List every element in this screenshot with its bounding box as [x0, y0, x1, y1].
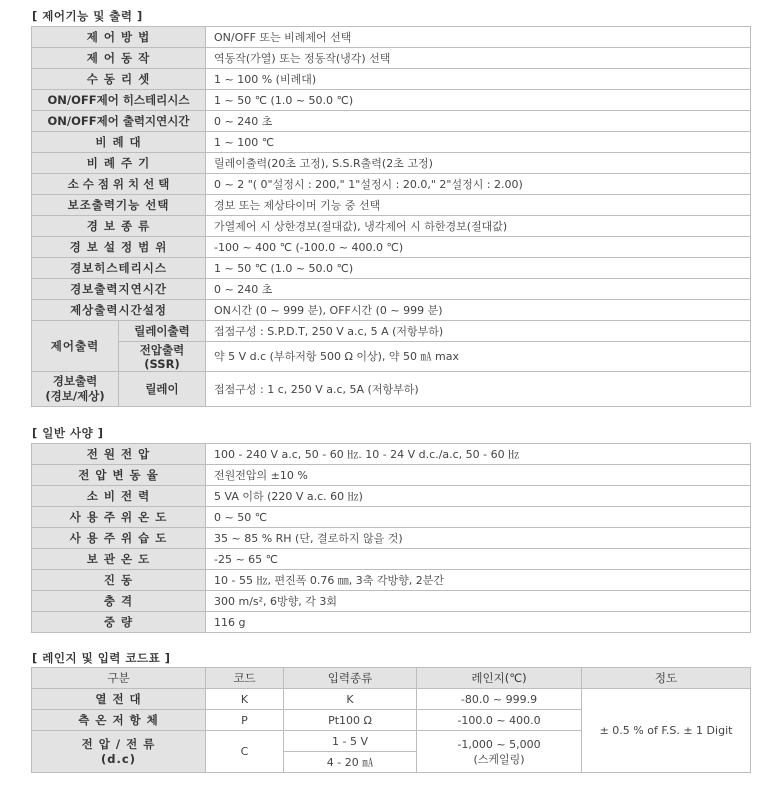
general-row: [32, 591, 751, 612]
rtd-label: 측 온 저 항 체: [32, 710, 206, 731]
rtd-range: -100.0 ~ 400.0: [417, 710, 582, 731]
voltage-code: C: [206, 731, 284, 773]
control-row-value: 0 ~ 240 초: [206, 111, 751, 132]
range-header-category: 구분: [32, 668, 206, 689]
control-row-label: 경 보 설 정 범 위: [32, 237, 206, 258]
alarm-output-label-line1: 경보출력: [52, 374, 98, 388]
general-row-label: 전 압 변 동 율: [32, 465, 206, 486]
section-title-range: [ 레인지 및 입력 코드표 ]: [32, 651, 171, 665]
control-row-label: 경보히스테리시스: [32, 258, 206, 279]
control-row-value: 1 ~ 50 ℃ (1.0 ~ 50.0 ℃): [206, 258, 751, 279]
general-row-value: 전원전압의 ±10 %: [206, 465, 751, 486]
control-row-value: 0 ~ 2 "( 0"설정시 : 200," 1"설정시 : 20.0," 2"설정시 : 2.00): [206, 174, 751, 195]
control-row: [32, 258, 751, 279]
general-row-value: 300 m/s², 6방향, 각 3회: [206, 591, 751, 612]
control-row: [32, 69, 751, 90]
relay-output-value: 접점구성 : S.P.D.T, 250 V a.c, 5 A (저항부하): [206, 321, 751, 342]
control-row: [32, 27, 751, 48]
alarm-output-label: [32, 372, 119, 407]
control-row-label: 제 어 방 법: [32, 27, 206, 48]
control-row-value: 1 ~ 100 ℃: [206, 132, 751, 153]
control-row-value: -100 ~ 400 ℃ (-100.0 ~ 400.0 ℃): [206, 237, 751, 258]
current-type: 4 - 20 ㎃: [284, 752, 417, 773]
voltage-current-label: [32, 731, 206, 773]
control-row: [32, 153, 751, 174]
general-row-value: -25 ~ 65 ℃: [206, 549, 751, 570]
alarm-relay-label: 릴레이: [119, 372, 206, 407]
output-spec-table: [31, 320, 751, 407]
general-row: [32, 444, 751, 465]
general-row-value: 116 g: [206, 612, 751, 633]
control-row-label: 경보출력지연시간: [32, 279, 206, 300]
voltage-range: [417, 731, 582, 773]
alarm-output-label-line2: (경보/제상): [45, 389, 105, 403]
alarm-relay-value: 접점구성 : 1 c, 250 V a.c, 5A (저항부하): [206, 372, 751, 407]
control-row: [32, 300, 751, 321]
general-row: [32, 486, 751, 507]
general-row: [32, 549, 751, 570]
control-row-value: 1 ~ 50 ℃ (1.0 ~ 50.0 ℃): [206, 90, 751, 111]
thermocouple-type: K: [284, 689, 417, 710]
general-row: [32, 570, 751, 591]
voltage-current-label-line2: (d.c): [101, 751, 136, 766]
general-spec-table: [31, 443, 751, 633]
general-row-label: 사 용 주 위 온 도: [32, 507, 206, 528]
control-row-label: 비 례 주 기: [32, 153, 206, 174]
control-row-label: 제상출력시간설정: [32, 300, 206, 321]
control-row-label: 경 보 종 류: [32, 216, 206, 237]
general-row-value: 35 ~ 85 % RH (단, 결로하지 않을 것): [206, 528, 751, 549]
control-row-label: 보조출력기능 선택: [32, 195, 206, 216]
ssr-output-label-line2: (SSR): [144, 356, 180, 371]
control-row: [32, 237, 751, 258]
control-row: [32, 90, 751, 111]
thermocouple-code: K: [206, 689, 284, 710]
general-row: [32, 507, 751, 528]
general-row-label: 중 량: [32, 612, 206, 633]
voltage-range-line1: -1,000 ~ 5,000: [457, 737, 541, 751]
control-row: [32, 174, 751, 195]
control-row-value: 릴레이출력(20초 고정), S.S.R출력(2초 고정): [206, 153, 751, 174]
control-row: [32, 48, 751, 69]
general-row-label: 충 격: [32, 591, 206, 612]
general-row: [32, 612, 751, 633]
general-row-value: 10 - 55 ㎐, 편진폭 0.76 ㎜, 3축 각방향, 2분간: [206, 570, 751, 591]
rtd-code: P: [206, 710, 284, 731]
thermocouple-label: 열 전 대: [32, 689, 206, 710]
general-row-value: 100 - 240 V a.c, 50 - 60 ㎐. 10 - 24 V d.c./a.c, 50 - 60 ㎐: [206, 444, 751, 465]
ssr-output-value: 약 5 V d.c (부하저항 500 Ω 이상), 약 50 ㎃ max: [206, 342, 751, 372]
accuracy-value: ± 0.5 % of F.S. ± 1 Digit: [582, 689, 751, 773]
control-row-value: 0 ~ 240 초: [206, 279, 751, 300]
ssr-output-label-line1: 전압출력: [139, 342, 185, 357]
section-title-general: [ 일반 사양 ]: [32, 426, 104, 440]
voltage-range-line2: (스케일링): [473, 752, 525, 766]
general-row: [32, 528, 751, 549]
control-row: [32, 195, 751, 216]
voltage-type: 1 - 5 V: [284, 731, 417, 752]
control-row-value: 역동작(가열) 또는 정동작(냉각) 선택: [206, 48, 751, 69]
general-row-label: 전 원 전 압: [32, 444, 206, 465]
control-row-label: 소 수 점 위 치 선 택: [32, 174, 206, 195]
general-row-label: 사 용 주 위 습 도: [32, 528, 206, 549]
control-row-value: 1 ~ 100 % (비례대): [206, 69, 751, 90]
control-spec-table: [31, 26, 751, 321]
control-row-label: ON/OFF제어 출력지연시간: [32, 111, 206, 132]
ssr-output-label: [119, 342, 206, 372]
range-header-input-type: 입력종류: [284, 668, 417, 689]
control-row-value: 가열제어 시 상한경보(절대값), 냉각제어 시 하한경보(절대값): [206, 216, 751, 237]
thermocouple-range: -80.0 ~ 999.9: [417, 689, 582, 710]
control-row: [32, 216, 751, 237]
general-row-label: 소 비 전 력: [32, 486, 206, 507]
general-row-value: 5 VA 이하 (220 V a.c. 60 ㎐): [206, 486, 751, 507]
relay-output-label: 릴레이출력: [119, 321, 206, 342]
range-header-accuracy: 정도: [582, 668, 751, 689]
general-row-label: 보 관 온 도: [32, 549, 206, 570]
control-row-label: ON/OFF제어 히스테리시스: [32, 90, 206, 111]
voltage-current-label-line1: 전 압 / 전 류: [81, 736, 156, 751]
control-row-label: 비 례 대: [32, 132, 206, 153]
range-header-range: 레인지(℃): [417, 668, 582, 689]
general-row-value: 0 ~ 50 ℃: [206, 507, 751, 528]
control-row: [32, 132, 751, 153]
general-row-label: 진 동: [32, 570, 206, 591]
section-title-control: [ 제어기능 및 출력 ]: [32, 9, 143, 23]
control-row-value: 경보 또는 제상타이머 기능 중 선택: [206, 195, 751, 216]
control-row-label: 수 동 리 셋: [32, 69, 206, 90]
control-row-value: ON시간 (0 ~ 999 분), OFF시간 (0 ~ 999 분): [206, 300, 751, 321]
range-header-code: 코드: [206, 668, 284, 689]
control-row-label: 제 어 동 작: [32, 48, 206, 69]
control-row: [32, 279, 751, 300]
general-row: [32, 465, 751, 486]
control-row-value: ON/OFF 또는 비례제어 선택: [206, 27, 751, 48]
control-row: [32, 111, 751, 132]
range-code-table: [31, 667, 751, 773]
control-output-label: 제어출력: [32, 321, 119, 372]
rtd-type: Pt100 Ω: [284, 710, 417, 731]
